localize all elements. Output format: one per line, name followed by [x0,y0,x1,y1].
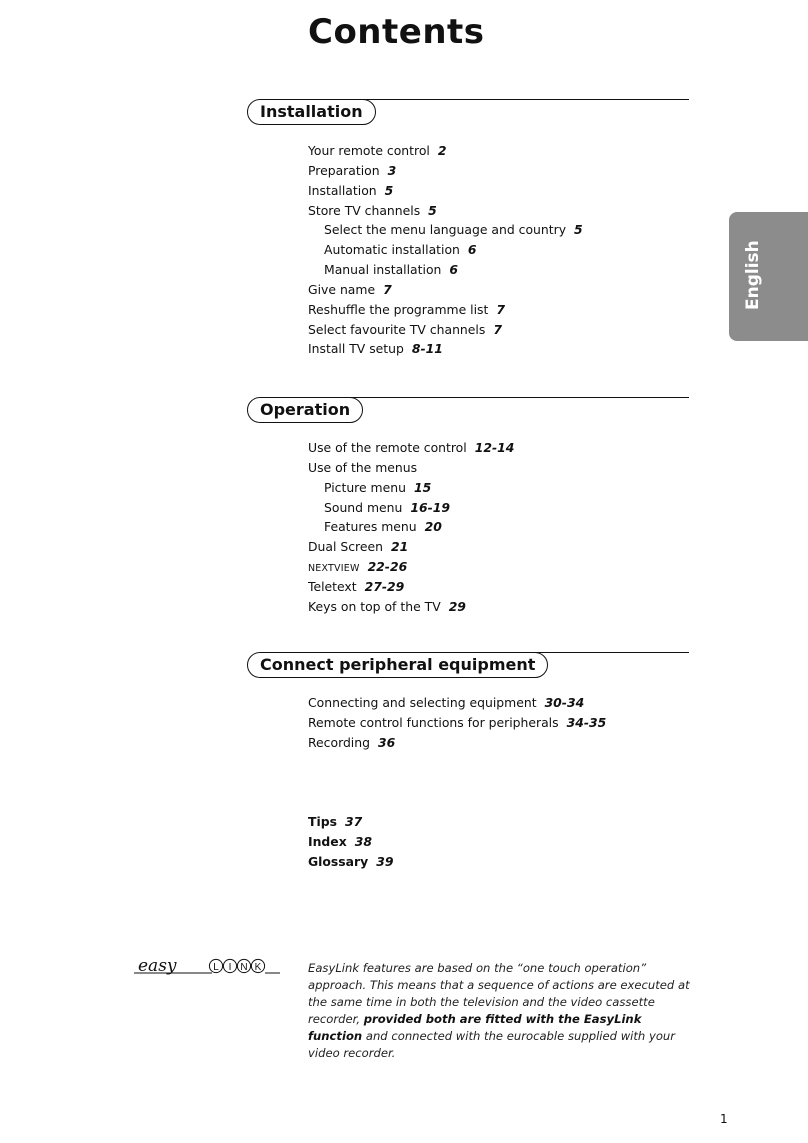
toc-entry-label: Glossary [308,853,369,869]
logo-letter: I [228,962,232,973]
section-heading-installation [247,99,689,125]
toc-entry [308,181,583,201]
page-number: 1 [720,1112,728,1126]
toc-entry-page: 22-26 [367,559,408,575]
section-heading-label: Connect peripheral equipment [247,652,548,678]
toc-entry-label: Picture menu [324,479,406,495]
easylink-text-part: and connected with the eurocable supplied with your video recorder. [308,1029,676,1060]
section-heading-label: Installation [247,99,376,125]
toc-entry [308,240,583,260]
logo-letter: L [213,962,219,973]
toc-entry-label: Use of the menus [308,459,418,475]
toc-entry [308,577,514,597]
toc-entry-page: 7 [493,321,502,337]
language-tab-label: English [743,240,763,310]
toc-entry-page: 12-14 [474,440,515,455]
toc-entry-page: 27-29 [364,578,405,594]
toc-entry [308,517,514,537]
toc-entry-label: Use of the remote control [308,440,467,455]
toc-entry-page: 30-34 [544,695,585,710]
toc-entry-label: Give name [308,281,376,297]
toc-entry [308,693,606,713]
toc-entry [308,597,514,617]
toc-entry-label: Automatic installation [324,242,460,258]
easylink-description [308,960,690,1062]
toc-entry [308,832,393,852]
toc-entry-label: Index [308,833,347,849]
toc-entry [308,557,514,577]
toc-entry-label: Teletext [308,578,357,594]
toc-entry [308,852,393,872]
toc-entry-page: 29 [448,598,466,614]
toc-entry [308,300,583,320]
toc-entry-label: NEXTVIEW [308,563,360,575]
easylink-logo [134,954,280,982]
section-heading-connect-peripheral [247,652,689,678]
easylink-text-emphasis: provided both are fitted with the EasyLink function [308,1012,642,1043]
toc-entry-page: 5 [574,222,583,238]
toc-entry [308,812,393,832]
toc-entry-page: 3 [387,162,397,178]
toc-entry-page: 6 [449,262,459,278]
toc-entry-page: 7 [496,301,505,317]
toc-entry-page: 6 [467,242,477,258]
toc-entry [308,161,583,181]
toc-list-connect-peripheral [308,693,606,753]
easylink-text-part: EasyLink features are based on the “one touch operation” approach. This means that a sequence of actions are executed at the same time in both the television and the video cassette recorder, [308,961,690,1026]
toc-entry-page: 37 [344,814,363,829]
toc-entry-page: 5 [428,202,437,218]
toc-entry [308,458,514,478]
toc-entry-label: Select favourite TV channels [308,321,486,337]
toc-entry [308,339,583,359]
toc-entry-label: Keys on top of the TV [308,598,441,614]
toc-entry-page: 2 [437,143,447,158]
toc-entry-label: Reshuffle the programme list [308,301,489,317]
toc-entry-label: Features menu [324,519,417,535]
toc-entry-page: 5 [384,182,394,198]
toc-entry-page: 39 [376,853,394,869]
toc-entry-label: Store TV channels [308,202,421,218]
toc-entry [308,713,606,733]
toc-entry-page: 8-11 [411,341,443,357]
toc-entry-page: 7 [383,281,392,297]
toc-entry-label: Connecting and selecting equipment [308,695,537,710]
toc-entry-page: 21 [390,539,409,555]
toc-entry [308,280,583,300]
toc-entry [308,220,583,240]
toc-entry [308,320,583,340]
toc-entry-label: Install TV setup [308,341,404,357]
toc-entry-label: Manual installation [324,262,442,278]
toc-entry-label: Installation [308,182,377,198]
section-heading-label: Operation [247,397,363,423]
toc-entry-label: Your remote control [308,143,430,158]
toc-entry [308,537,514,557]
toc-entry-label: Tips [308,814,337,829]
toc-entry-page: 38 [354,833,372,849]
toc-entry [308,478,514,498]
toc-entry [308,733,606,753]
toc-entry [308,438,514,458]
logo-letter: N [240,962,248,973]
section-rule [307,397,689,398]
toc-entry [308,260,583,280]
toc-entry [308,201,583,221]
toc-entry-page: 34-35 [566,714,607,730]
toc-entry [308,498,514,518]
toc-entry-label: Sound menu [324,499,403,515]
toc-entry-page: 15 [413,479,432,495]
toc-entry-label: Select the menu language and country [324,222,567,238]
section-heading-operation [247,397,689,423]
easylink-logo-word: easy [138,956,177,976]
toc-entry-label: Preparation [308,162,380,178]
page-title: Contents [308,12,485,52]
toc-entry-label: Remote control functions for peripherals [308,714,559,730]
toc-list-extras [308,812,393,872]
toc-entry-label: Dual Screen [308,539,383,555]
toc-entry-page: 20 [424,519,442,535]
language-tab [729,212,808,341]
toc-entry-page: 36 [377,734,396,750]
toc-list-operation [308,438,514,617]
toc-entry [308,141,583,161]
toc-entry-label: Recording [308,734,370,750]
toc-list-installation [308,141,583,359]
toc-entry-page: 16-19 [410,499,450,515]
logo-letter: K [254,962,262,973]
